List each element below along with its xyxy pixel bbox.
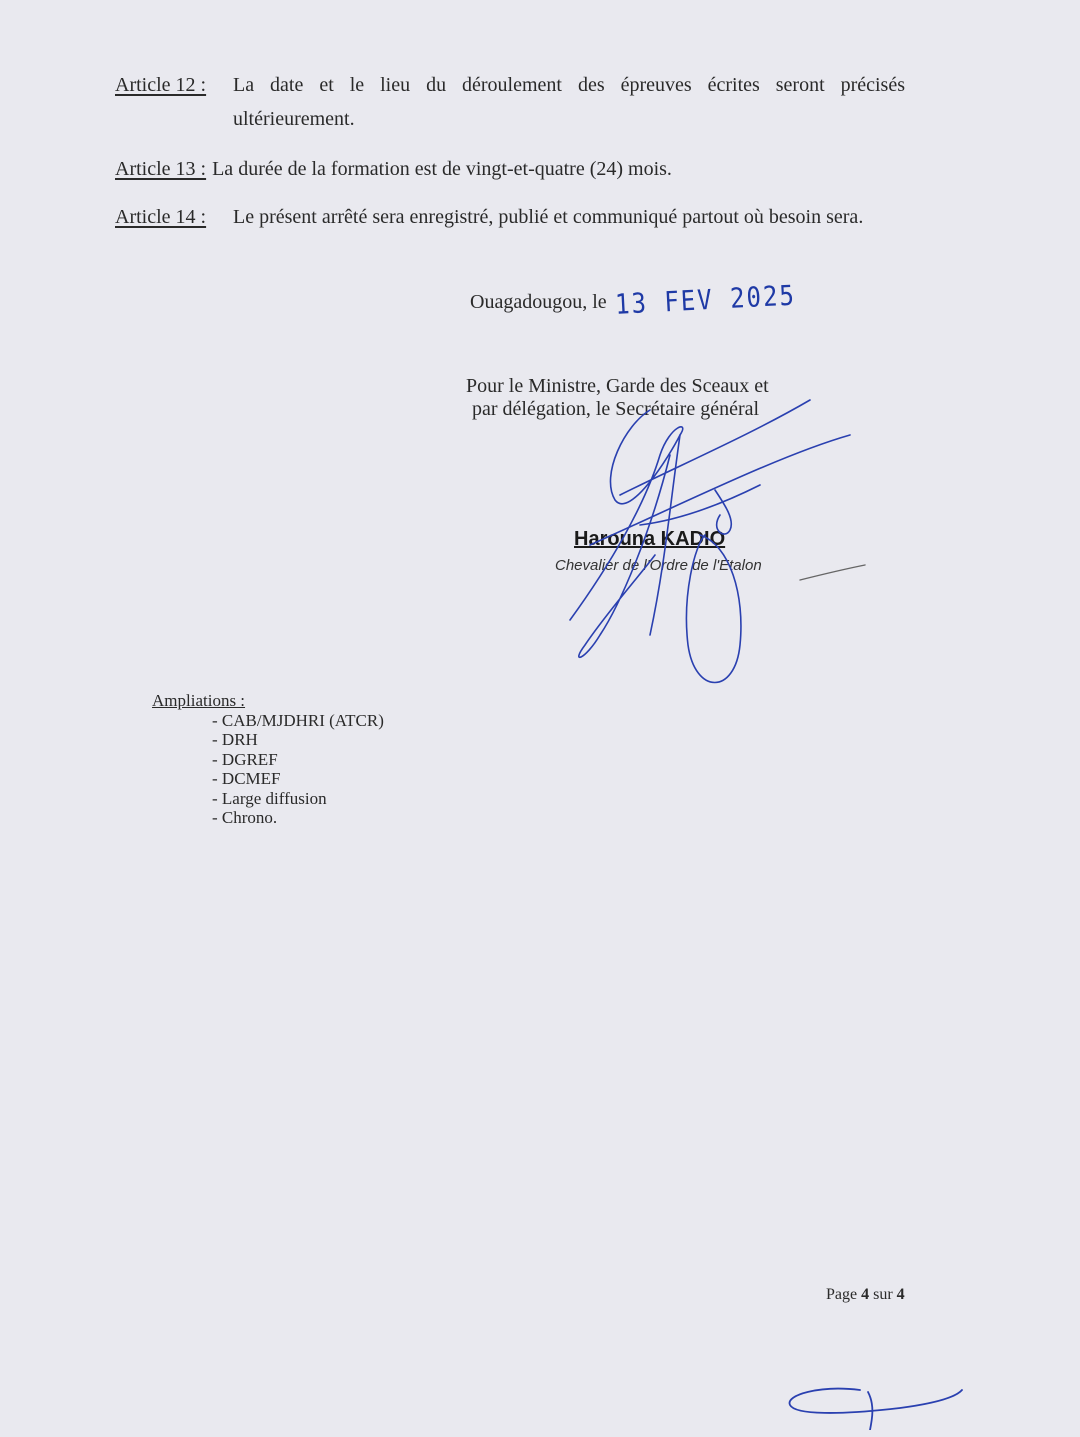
ampliations <box>152 691 384 828</box>
article-14 <box>115 200 915 234</box>
ampliations-title: Ampliations : <box>152 691 246 710</box>
article-14-text: Le présent arrêté sera enregistré, publié et communiqué partout où besoin sera. <box>233 206 864 228</box>
ampliation-item: - Large diffusion <box>212 788 327 808</box>
signature-delegation-line-2: par délégation, le Secrétaire général <box>472 398 760 420</box>
ampliation-item: - Chrono. <box>212 808 278 827</box>
signer-name: Harouna KADIO <box>574 528 726 550</box>
ampliation-item: - DRH <box>212 730 258 749</box>
article-13-label: Article 13 : <box>115 158 207 180</box>
article-14-label: Article 14 : <box>115 206 207 228</box>
place-date-prefix: Ouagadougou, le <box>470 291 607 313</box>
initials-scribble <box>780 1380 970 1430</box>
page-of-word: sur <box>873 1286 893 1303</box>
article-12-text: La date et le lieu du déroulement des épreuves écrites seront précisés ultérieurement. <box>233 74 905 130</box>
article-12-label: Article 12 : <box>115 74 207 96</box>
ampliation-item: - CAB/MJDHRI (ATCR) <box>212 710 384 730</box>
signer-title: Chevalier de l'Ordre de l'Etalon <box>555 557 762 574</box>
article-12 <box>115 68 915 130</box>
article-13-text: La durée de la formation est de vingt-et-quatre (24) mois. <box>212 158 672 180</box>
date-stamp: 13 FEV 2025 <box>613 279 797 321</box>
signature-delegation-line-1: Pour le Ministre, Garde des Sceaux et <box>466 375 769 397</box>
page-current: 4 <box>861 1286 870 1303</box>
place-date <box>470 279 797 321</box>
page-total: 4 <box>896 1286 905 1303</box>
page-word: Page <box>826 1286 858 1303</box>
article-13 <box>115 152 915 186</box>
page-number <box>826 1286 905 1304</box>
ampliations-list <box>152 711 384 828</box>
ampliation-item: - DGREF <box>212 749 278 769</box>
ampliation-item: - DCMEF <box>212 769 281 788</box>
